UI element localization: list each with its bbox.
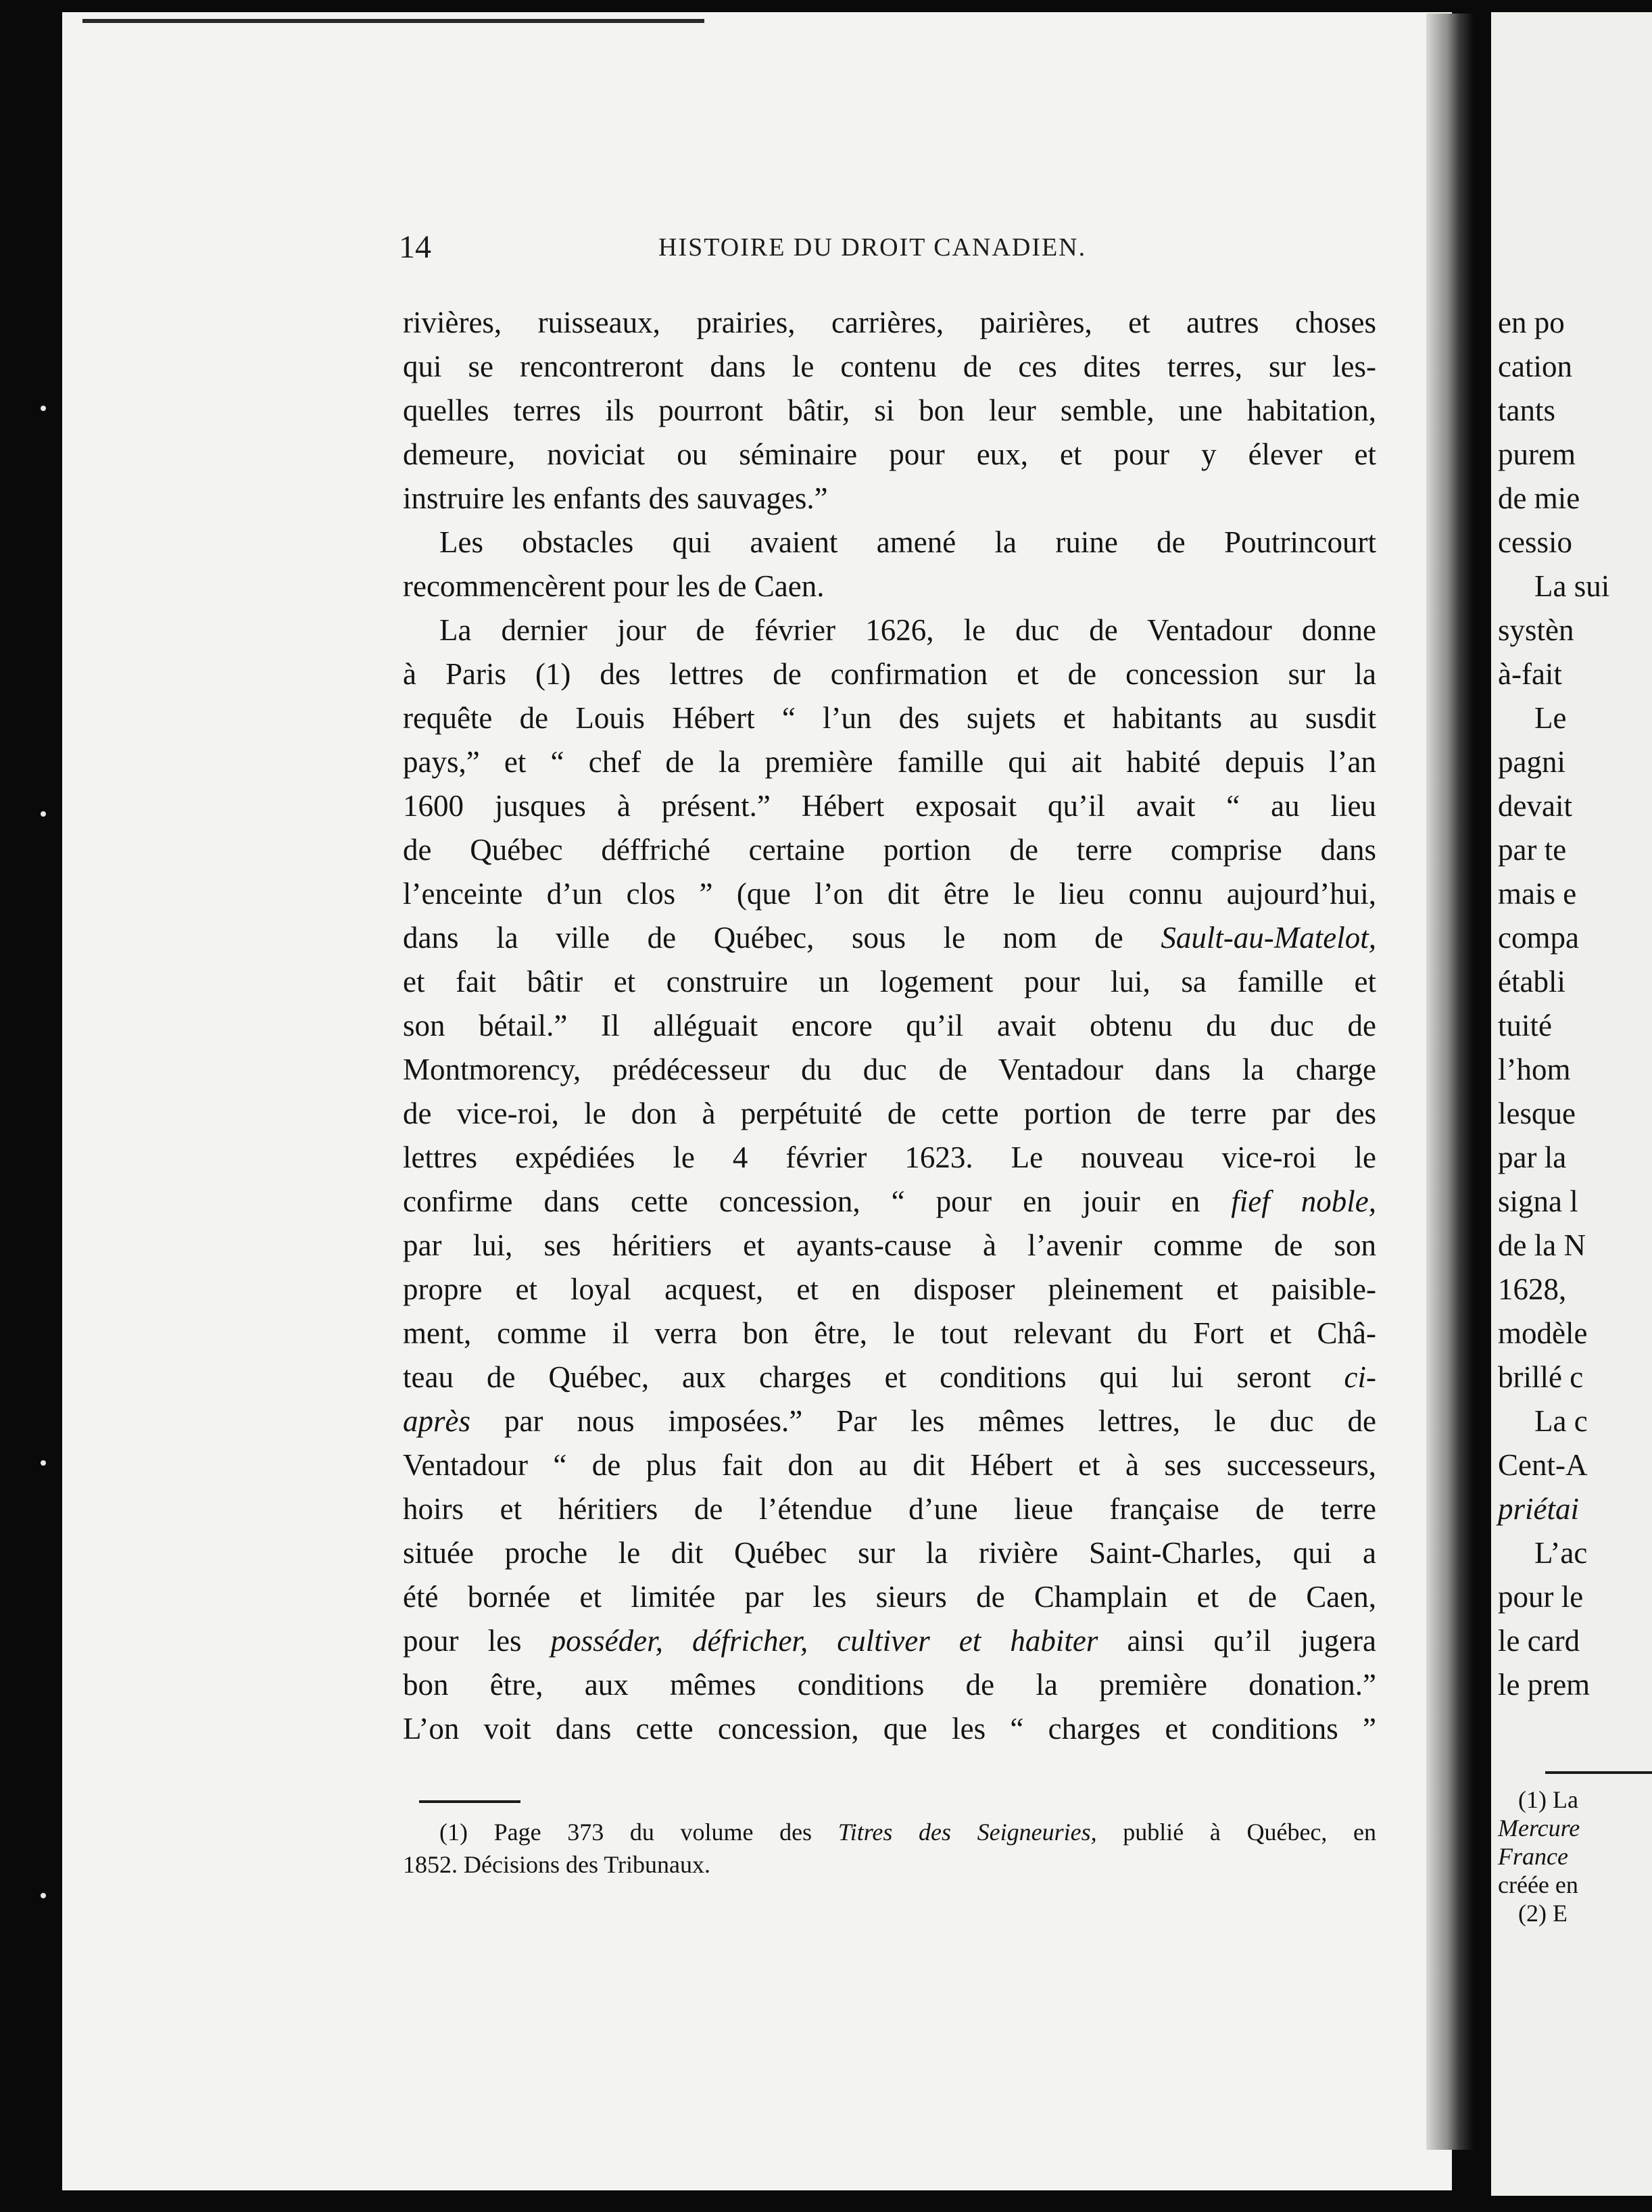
footnote-text: publié à Québec, en xyxy=(1123,1819,1377,1846)
running-title: HISTOIRE DU DROIT CANADIEN. xyxy=(658,233,1087,262)
right-page-line: modèle xyxy=(1498,1316,1588,1350)
right-page-line: devait xyxy=(1498,789,1572,823)
right-page-line: Le xyxy=(1534,701,1567,735)
body-line: qui se rencontreront dans le contenu de ces dites terres, sur les- xyxy=(403,350,1376,383)
page-number: 14 xyxy=(399,229,431,265)
italic-term: après xyxy=(403,1404,470,1438)
body-line: hoirs et héritiers de l’étendue d’une lieue française de terre xyxy=(403,1492,1376,1526)
body-line: rivières, ruisseaux, prairies, carrières, pairières, et autres choses xyxy=(403,306,1376,339)
italic-term: fief noble, xyxy=(1231,1184,1376,1218)
right-page-line: priétai xyxy=(1498,1492,1579,1526)
right-page-line: Cent-A xyxy=(1498,1448,1588,1482)
body-text: teau de Québec, aux charges et conditions qui lui seront xyxy=(403,1360,1311,1394)
body-line: été bornée et limitée par les sieurs de Champlain et de Caen, xyxy=(403,1580,1376,1614)
right-page-line: le prem xyxy=(1498,1668,1590,1702)
body-line: pays,” et “ chef de la première famille qui ait habité depuis l’an xyxy=(403,745,1376,779)
right-page-line: tuité xyxy=(1498,1009,1552,1042)
body-line: de Québec déffriché certaine portion de terre comprise dans xyxy=(403,833,1376,867)
right-page-line: purem xyxy=(1498,437,1576,471)
body-line xyxy=(403,917,1376,959)
body-line: lettres expédiées le 4 février 1623. Le nouveau vice-roi le xyxy=(403,1140,1376,1174)
footnote-line: 1852. Décisions des Tribunaux. xyxy=(403,1851,711,1878)
body-text: par nous imposées.” Par les mêmes lettres, le duc de xyxy=(504,1404,1376,1438)
body-line: ment, comme il verra bon être, le tout relevant du Fort et Châ- xyxy=(403,1316,1376,1350)
body-line: La dernier jour de février 1626, le duc de Ventadour donne xyxy=(439,613,1376,647)
right-page-line: en po xyxy=(1498,306,1565,339)
body-line: 1600 jusques à présent.” Hébert exposait qu’il avait “ au lieu xyxy=(403,789,1376,823)
right-page-footnote-line: créée en xyxy=(1498,1871,1578,1898)
footnote-text: (1) Page 373 du volume des xyxy=(439,1819,812,1846)
page-gutter xyxy=(1426,14,1474,2150)
body-line: recommencèrent pour les de Caen. xyxy=(403,569,825,603)
right-page-line: systèn xyxy=(1498,613,1574,647)
body-line: et fait bâtir et construire un logement pour lui, sa famille et xyxy=(403,965,1376,999)
footnote-line xyxy=(439,1816,1376,1848)
right-page-footnote-line: (1) La xyxy=(1518,1786,1578,1813)
right-page-line: l’hom xyxy=(1498,1053,1571,1086)
right-page-line: mais e xyxy=(1498,877,1577,911)
right-page-line: établi xyxy=(1498,965,1565,999)
right-page-line: signa l xyxy=(1498,1184,1578,1218)
body-line: Les obstacles qui avaient amené la ruine de Poutrincourt xyxy=(439,525,1376,559)
right-page-footnote-line: Mercure xyxy=(1498,1814,1580,1842)
body-line xyxy=(403,1620,1376,1662)
body-line: par lui, ses héritiers et ayants-cause à l’avenir comme de son xyxy=(403,1228,1376,1262)
body-line: à Paris (1) des lettres de confirmation et de concession sur la xyxy=(403,657,1376,691)
body-text: confirme dans cette concession, “ pour en jouir en xyxy=(403,1184,1200,1218)
right-page-line: de mie xyxy=(1498,481,1580,515)
right-page-line: 1628, xyxy=(1498,1272,1567,1306)
right-page-line: pour le xyxy=(1498,1580,1584,1614)
right-page-line: brillé c xyxy=(1498,1360,1584,1394)
footnote-italic-title: Titres des Seigneuries, xyxy=(837,1819,1097,1846)
scan-speck xyxy=(41,1893,46,1898)
scan-speck xyxy=(41,406,46,411)
body-text: pour les xyxy=(403,1624,522,1658)
right-page-line: le card xyxy=(1498,1624,1580,1658)
body-line: propre et loyal acquest, et en disposer pleinement et paisible- xyxy=(403,1272,1376,1306)
body-line: bon être, aux mêmes conditions de la première donation.” xyxy=(403,1668,1376,1702)
footnote-rule xyxy=(419,1800,520,1803)
body-text: ainsi qu’il jugera xyxy=(1127,1624,1377,1658)
right-page-line: de la N xyxy=(1498,1228,1586,1262)
right-page-line: La sui xyxy=(1534,569,1610,603)
body-text: dans la ville de Québec, sous le nom de xyxy=(403,921,1123,955)
right-page-line: par te xyxy=(1498,833,1567,867)
scan-speck xyxy=(41,811,46,817)
italic-place-name: Sault-au-Matelot, xyxy=(1161,921,1377,955)
right-page-fragment xyxy=(1491,12,1652,2196)
body-line: Ventadour “ de plus fait don au dit Hébert et à ses successeurs, xyxy=(403,1448,1376,1482)
body-line xyxy=(403,1400,1376,1442)
body-line xyxy=(403,1356,1376,1398)
top-edge-rule xyxy=(82,19,704,23)
right-page-line: cessio xyxy=(1498,525,1572,559)
body-line: instruire les enfants des sauvages.” xyxy=(403,481,828,515)
right-page-footnote-line: (2) E xyxy=(1518,1900,1568,1927)
right-page-line: La c xyxy=(1534,1404,1588,1438)
right-page-line: cation xyxy=(1498,350,1572,383)
right-page-line: compa xyxy=(1498,921,1579,955)
body-line: Montmorency, prédécesseur du duc de Ventadour dans la charge xyxy=(403,1053,1376,1086)
body-line: l’enceinte d’un clos ” (que l’on dit être le lieu connu aujourd’hui, xyxy=(403,877,1376,911)
body-line: son bétail.” Il alléguait encore qu’il avait obtenu du duc de xyxy=(403,1009,1376,1042)
italic-term: ci- xyxy=(1344,1360,1376,1394)
right-page-line: à-fait xyxy=(1498,657,1562,691)
right-page-line: lesque xyxy=(1498,1097,1576,1130)
right-page-line: L’ac xyxy=(1534,1536,1588,1570)
body-line: quelles terres ils pourront bâtir, si bon leur semble, une habitation, xyxy=(403,393,1376,427)
body-line: située proche le dit Québec sur la rivière Saint-Charles, qui a xyxy=(403,1536,1376,1570)
right-page-line: pagni xyxy=(1498,745,1565,779)
running-head xyxy=(399,229,1386,269)
body-line xyxy=(403,1180,1376,1222)
right-footnote-rule xyxy=(1545,1771,1652,1774)
right-page-footnote-line: France xyxy=(1498,1843,1568,1870)
right-page-line: tants xyxy=(1498,393,1555,427)
body-line: L’on voit dans cette concession, que les “ charges et conditions ” xyxy=(403,1712,1376,1746)
italic-term: posséder, défricher, cultiver et habiter xyxy=(550,1624,1098,1658)
body-line: demeure, noviciat ou séminaire pour eux, et pour y élever et xyxy=(403,437,1376,471)
body-line: de vice-roi, le don à perpétuité de cette portion de terre par des xyxy=(403,1097,1376,1130)
right-page-line: par la xyxy=(1498,1140,1567,1174)
scan-speck xyxy=(41,1460,46,1466)
body-line: requête de Louis Hébert “ l’un des sujets et habitants au susdit xyxy=(403,701,1376,735)
